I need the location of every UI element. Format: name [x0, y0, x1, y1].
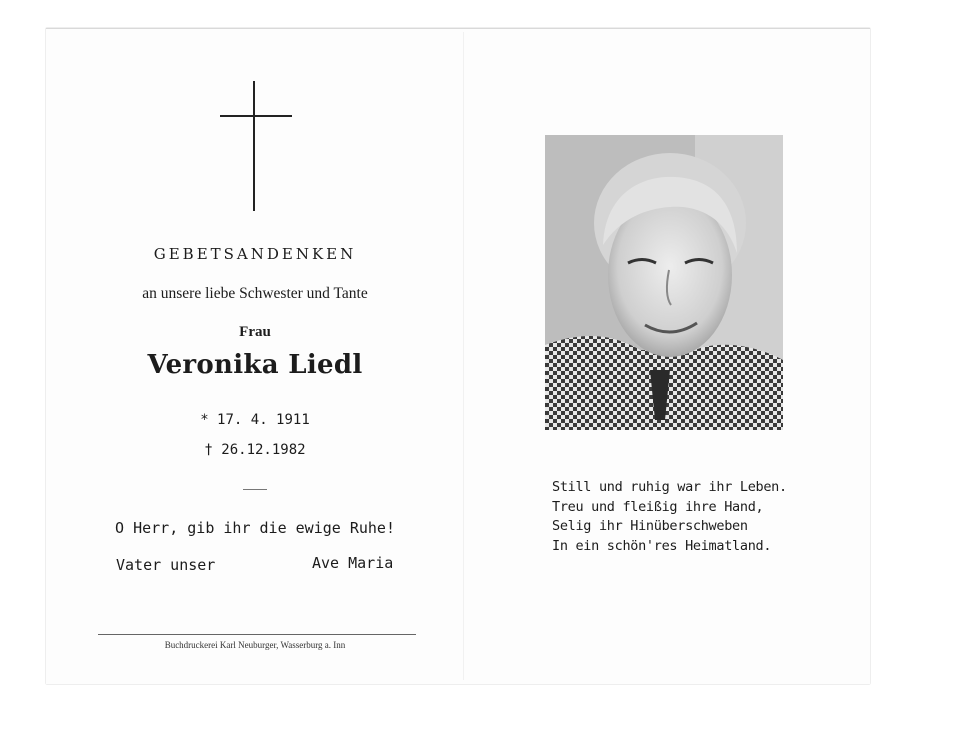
portrait-illustration: [545, 135, 783, 430]
birth-date: * 17. 4. 1911: [200, 412, 310, 428]
deceased-name: Veronika Liedl: [147, 350, 363, 380]
poem-line: Selig ihr Hinüberschweben: [552, 518, 748, 534]
printer-rule: [98, 634, 416, 635]
prayer-vater-unser: Vater unser: [116, 556, 216, 574]
prayer-ave-maria: Ave Maria: [312, 554, 394, 572]
portrait-photo: [545, 135, 783, 430]
cross-horizontal-bar: [220, 115, 292, 117]
printer-credit: Buchdruckerei Karl Neuburger, Wasserburg a. Inn: [164, 640, 346, 650]
poem-line: Still und ruhig war ihr Leben.: [552, 479, 787, 495]
divider-dash: [243, 489, 267, 490]
dedication-text: an unsere liebe Schwester und Tante: [142, 285, 368, 302]
cross-vertical-bar: [253, 81, 255, 211]
card-title: GEBETSANDENKEN: [153, 245, 357, 263]
poem-line: Treu und fleißig ihre Hand,: [552, 498, 764, 515]
honorific: Frau: [239, 324, 271, 340]
prayer-line: O Herr, gib ihr die ewige Ruhe!: [115, 519, 395, 537]
poem-line: In ein schön'res Heimatland.: [552, 537, 772, 554]
poem: [552, 478, 787, 556]
memorial-card: [46, 28, 870, 684]
card-edge: [46, 28, 870, 29]
death-date: † 26.12.1982: [204, 442, 306, 458]
